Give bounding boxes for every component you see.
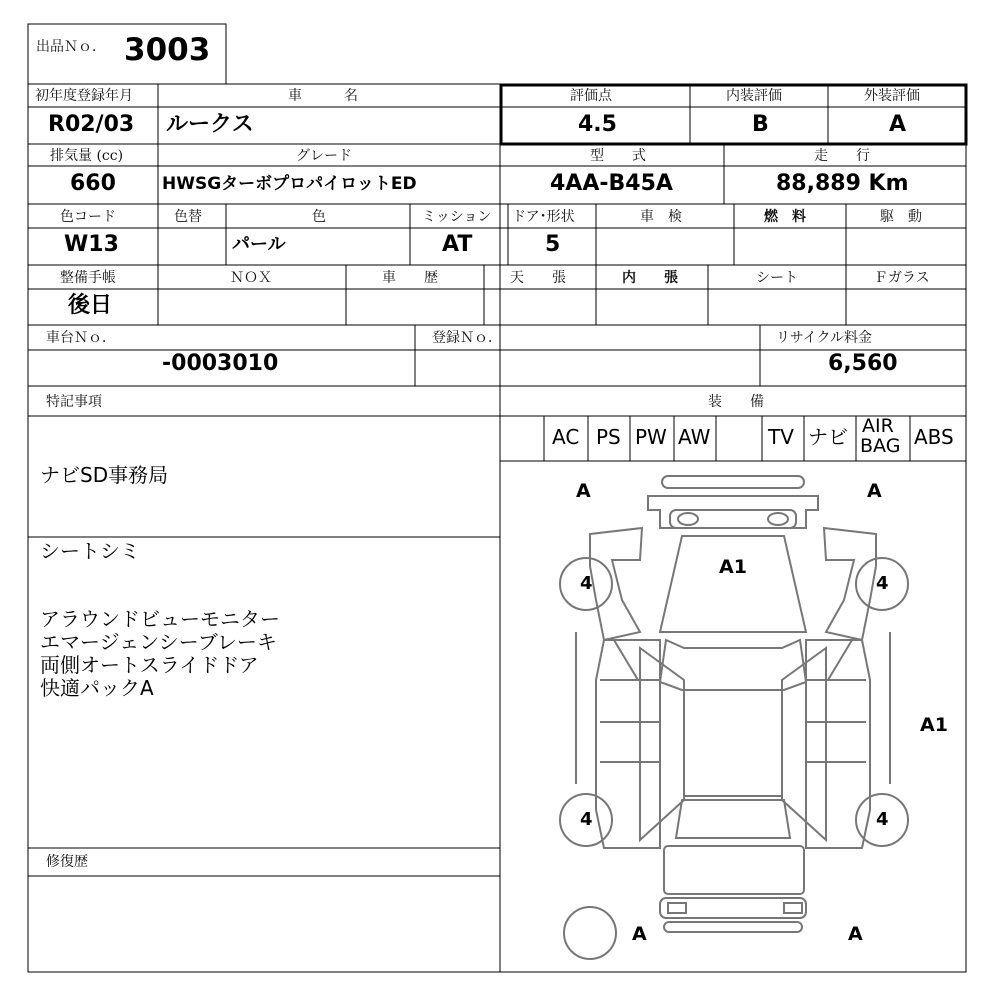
color-code: W13 — [64, 232, 119, 257]
first-registration-label: 初年度登録年月 — [35, 88, 133, 104]
mark-front-right: A — [867, 480, 882, 502]
grade: HWSGターボプロパイロットED — [162, 174, 417, 194]
maintenance-record: 後日 — [68, 293, 113, 318]
tire-front-right: 4 — [876, 573, 889, 594]
color-code-label: 色コード — [60, 209, 116, 225]
front-glass-label: Ｆガラス — [874, 270, 930, 286]
tire-rear-right: 4 — [876, 809, 889, 830]
door-label: ドア･形状 — [512, 209, 575, 225]
displacement-label: 排気量 (cc) — [50, 148, 124, 164]
model-label: 型 式 — [590, 148, 646, 164]
first-registration: R02/03 — [48, 112, 135, 137]
mileage-label: 走 行 — [814, 148, 870, 164]
exterior-grade: A — [889, 112, 907, 137]
tire-front-left: 4 — [580, 573, 593, 594]
car-name: ルークス — [166, 112, 254, 137]
vehicle-history-label: 車 歴 — [382, 270, 438, 286]
mark-front-left: A — [576, 480, 591, 502]
equipment-airbag-line2: BAG — [860, 435, 901, 457]
door-count: 5 — [545, 232, 561, 257]
tire-rear-left: 4 — [580, 809, 593, 830]
score-label: 評価点 — [570, 88, 612, 104]
interior-grade: B — [752, 112, 769, 137]
notes-line-navi: ナビSD事務局 — [40, 463, 169, 487]
recycle-fee-label: リサイクル料金 — [776, 330, 873, 346]
repaint-label: 色替 — [174, 209, 202, 225]
equipment-tv: TV — [768, 425, 794, 449]
registration-number-label: 登録Ｎｏ． — [432, 330, 502, 346]
transmission: AT — [442, 232, 473, 257]
notes-line-seat-stain: シートシミ — [40, 539, 140, 563]
sunroof-label: 天 張 — [510, 270, 566, 286]
inspection-label: 車 検 — [640, 209, 682, 225]
seat-label: シート — [756, 270, 798, 286]
mark-rear-right: A — [848, 923, 863, 945]
transmission-label: ミッション — [422, 209, 492, 225]
equipment-label: 装 備 — [708, 394, 764, 410]
equipment-ac: AC — [552, 425, 580, 449]
maintenance-record-label: 整備手帳 — [60, 270, 116, 286]
displacement: 660 — [70, 171, 116, 196]
repair-history-label: 修復歴 — [46, 854, 88, 870]
nox-label: ＮＯＸ — [230, 270, 272, 286]
lot-number-label: 出品Ｎｏ． — [36, 39, 106, 55]
grade-label: グレード — [296, 148, 352, 164]
mark-rear-left: A — [632, 923, 647, 945]
chassis-number: -0003010 — [162, 351, 279, 376]
equipment-navi: ナビ — [808, 425, 848, 449]
equipment-aw: AW — [678, 425, 711, 449]
chassis-number-label: 車台Ｎｏ． — [46, 330, 116, 346]
vehicle-diagram — [560, 476, 908, 959]
equipment-abs: ABS — [914, 425, 954, 449]
mileage: 88,889 Km — [776, 171, 909, 196]
exterior-grade-label: 外装評価 — [864, 88, 920, 104]
mark-hood: A1 — [719, 556, 747, 578]
interior-grade-label: 内装評価 — [726, 88, 782, 104]
car-name-label: 車 名 — [288, 88, 358, 104]
recycle-fee: 6,560 — [828, 351, 898, 376]
color-label: 色 — [312, 209, 326, 225]
drive-label: 駆 動 — [880, 209, 922, 225]
lot-number: 3003 — [124, 32, 211, 68]
notes-equipment-list: アラウンドビューモニター エマージェンシーブレーキ 両側オートスライドドア 快適パックA — [40, 607, 280, 700]
model-code: 4AA-B45A — [550, 171, 673, 196]
equipment-ps: PS — [596, 425, 621, 449]
fuel-label: 燃 料 — [764, 209, 806, 225]
equipment-pw: PW — [635, 425, 667, 449]
equipment-airbag-line1: AIR — [862, 415, 894, 437]
mark-right-side: A1 — [920, 714, 948, 736]
notes-label: 特記事項 — [46, 394, 102, 410]
color: パール — [232, 234, 286, 255]
evaluation-score: 4.5 — [578, 112, 617, 137]
interior-lining-label: 内 張 — [622, 270, 678, 286]
